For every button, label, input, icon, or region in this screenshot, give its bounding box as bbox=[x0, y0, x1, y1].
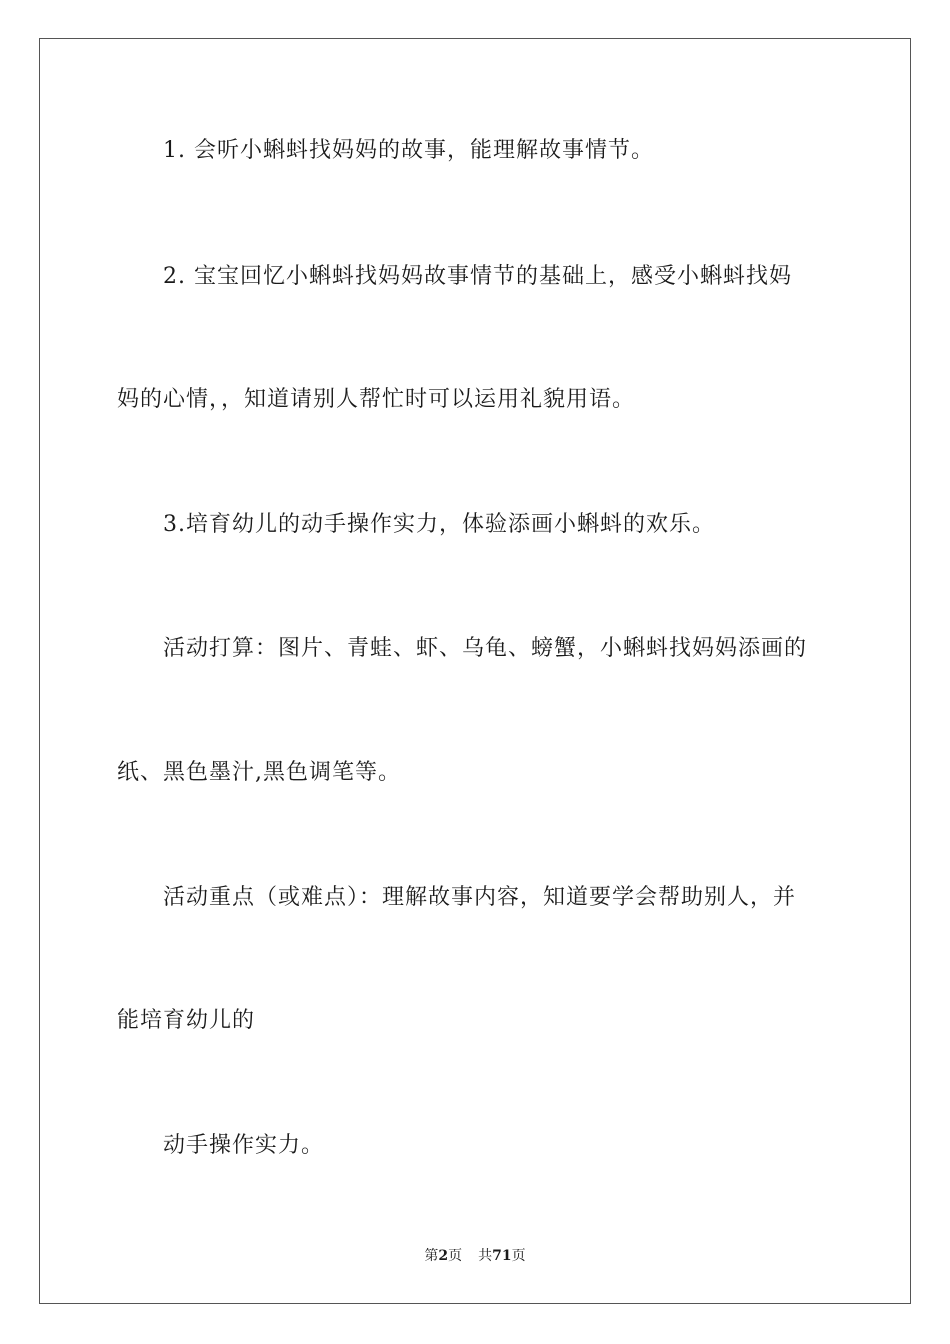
paragraph-objective-2: 2. 宝宝回忆小蝌蚪找妈妈故事情节的基础上，感受小蝌蚪找妈 bbox=[163, 264, 792, 289]
paragraph-materials: 活动打算：图片、青蛙、虾、乌龟、螃蟹，小蝌蚪找妈妈添画的 bbox=[163, 636, 808, 661]
paragraph-key-points: 活动重点（或难点）：理解故事内容，知道要学会帮助别人，并 bbox=[163, 885, 797, 910]
paragraph-key-points-end: 动手操作实力。 bbox=[163, 1133, 325, 1158]
total-pages: 71 bbox=[492, 1248, 512, 1264]
paragraph-materials-cont: 纸、黑色墨汁,黑色调笔等。 bbox=[117, 760, 401, 785]
total-label-suffix: 页 bbox=[511, 1248, 526, 1264]
page-label-prefix: 第 bbox=[424, 1248, 439, 1264]
page-footer bbox=[0, 1246, 950, 1266]
page-label-suffix: 页 bbox=[448, 1248, 463, 1264]
paragraph-objective-2-cont: 妈的心情，，知道请别人帮忙时可以运用礼貌用语。 bbox=[117, 387, 636, 412]
page-border bbox=[39, 38, 911, 1304]
page-number: 2 bbox=[438, 1248, 449, 1264]
paragraph-key-points-cont: 能培育幼儿的 bbox=[117, 1008, 256, 1033]
total-label-prefix: 共 bbox=[478, 1248, 493, 1264]
paragraph-objective-1: 1. 会听小蝌蚪找妈妈的故事，能理解故事情节。 bbox=[163, 138, 654, 163]
paragraph-objective-3: 3.培育幼儿的动手操作实力，体验添画小蝌蚪的欢乐。 bbox=[163, 512, 715, 537]
